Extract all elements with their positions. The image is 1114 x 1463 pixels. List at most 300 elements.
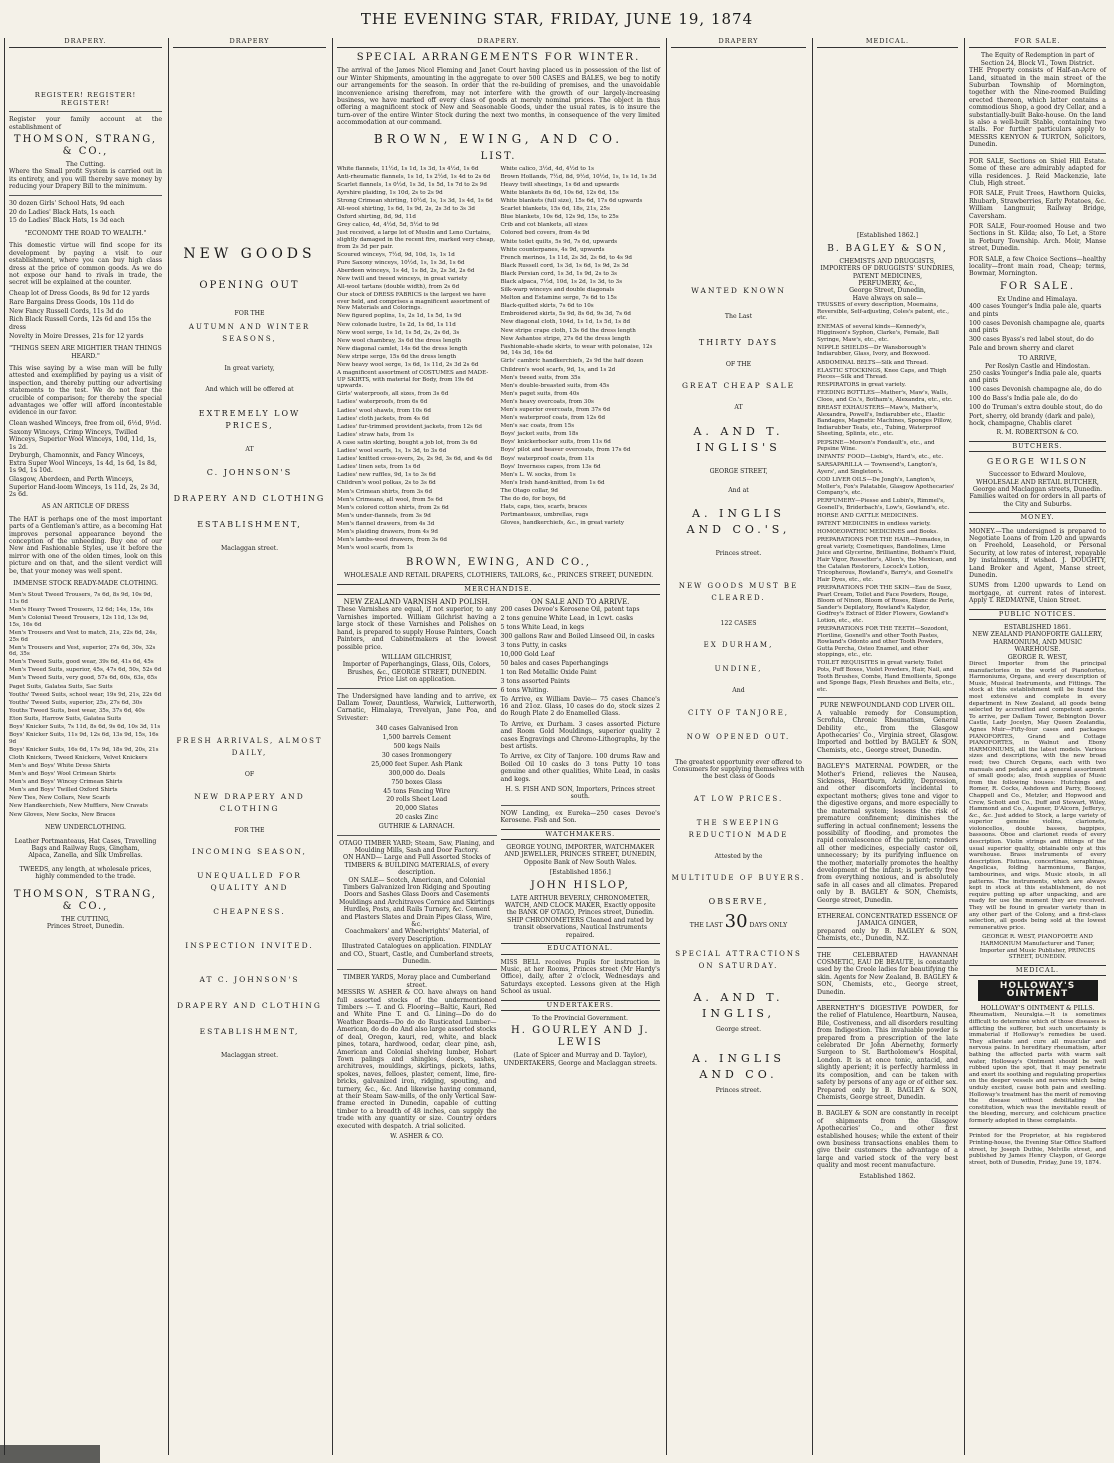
cheapness: CHEAPNESS. [213, 907, 286, 917]
price-list-right [501, 166, 661, 554]
list-item: New diagonal cloth, 104d, 1s 1d, 1s 5d, 1s 8d [500, 319, 631, 326]
wilson-sub: Successor to Edward Moulove, WHOLESALE AND RETAIL BUTCHER, George and Maclaggan streets, Dunedin. [972, 471, 1103, 493]
list-item: White blankets (full size), 15s 6d, 17s 6d upwards [500, 198, 643, 205]
sums-text: SUMS from L200 upwards to Lend on mortgage, at current rates of interest. Apply T. REDMAYNE, Union Street. [969, 582, 1106, 605]
tanjore-text: To Arrive, ex City of Tanjore. 100 drums Raw and Boiled Oil 10 casks do 3 tons Putty 10 tons genuine and other qualities, White Lead, in casks and kegs. [500, 753, 660, 783]
watchmakers-heading: WATCHMAKERS. [501, 829, 661, 840]
list-item: A case satin skirting, bought a job lot, from 3s 6d [337, 439, 478, 446]
establishment-3: DRAPERY AND CLOTHING [177, 1001, 322, 1011]
list-item: All-wool tartans (double width), from 2s 6d [337, 284, 460, 291]
maternal-powder-text: BAGLEY'S MATERNAL POWDER, or the Mother's Friend, relieves the Nausea, Sickness, Heartburn, Acidity, Depression, and other discomforts incidental to expectant mothers; gives tone and vigor to the digestive organs, and more especially to the maternal system; lessens the risk of premature confinement; diminishes the suffering in actual confinement; lessens the possibility of flooding, and promotes the rapid convalescence of the patient; renders all other medicines, especially castor oil, unnecessary; by its purifying influence on the mother, materially promotes the healthy development of the infant; is perfectly free from everything noxious, and is absolutely safe in all cases and all climates. Prepared only by B. BAGLEY & SON, Chemists, George street, Dunedin. [817, 763, 958, 904]
establishment-1: DRAPERY AND CLOTHING [173, 494, 326, 504]
list-item: Boys' pilot and beaver overcoats, from 17s 6d [500, 447, 631, 454]
established-1856: [Established 1856.] [549, 869, 611, 877]
sale-fruit-trees: FOR SALE, Fruit Trees, Hawthorn Quicks, Rhubarb, Strawberries, Early Potatoes, &c. William Langmuir, Railway Bridge, Caversham. [969, 190, 1106, 220]
list-item: Men's heavy overcoats, from 30s [500, 398, 594, 405]
ex-undine: Ex Undine and Himalaya. [997, 295, 1078, 303]
list-item: PREPARATIONS FOR THE TEETH—Sozodont, Floriline, Gosnell's and other Tooth Pastes, Rowland's Odonto and other Tooth Powders, Gutta Percha, Osteo Enamel, and other stoppings, etc., etc. [817, 625, 949, 659]
things-text: This wise saying by a wise man will be fully attested and exemplified by paying us a visit of inspection, and thereby putting our advertising statements to the test. We do not fear the crucible of comparison; for thereby the special advantages we offer will afford incontestable evidence in our favor. [9, 364, 162, 417]
list-item: 5 tons White Lead, in kegs [500, 624, 585, 632]
gourley-text: (Late of Spicer and Murray and D. Taylor), UNDERTAKERS, George and Maclaggan streets. [503, 1052, 657, 1067]
list-item: BREAST EXHAUSTERS—Maw's, Mather's, Alexandra, Powell's, Indiarubber etc., Elastic Bandages, Magnetic Machines, Sponges Pillow, Indiarubber Teats, etc., Tubing, Waterproof Sheeting, Splints, etc., etc. [817, 405, 953, 438]
column-drapery-johnson [168, 38, 330, 1455]
cases-line: 122 CASES [720, 619, 757, 627]
gilchrist-sub: Importer of Paperhangings, Glass, Oils, Colors, Brushes, &c., GEORGE STREET, DUNEDIN. [342, 661, 491, 676]
list-item: PERFUMERY—Piesse and Lubin's, Rimmel's, Gosnell's, Briderbach's, Low's, Gowland's, etc. [817, 498, 950, 511]
list-item: Black Russell cord, 1s 3d, 1s 6d, 1s 9d, 2s 3d [500, 262, 629, 269]
bell-text: MISS BELL receives Pupils for instruction in Music, at her Rooms, Princes street (Mr Hardy's Office), daily, after 2 o'clock, Wednesdays and Saturdays excepted. Lessons given at the High School as usual. [500, 958, 660, 996]
inglis-name-4: A. INGLIS AND CO. [692, 1052, 785, 1082]
to-arrive-sub: Per Roslyn Castle and Hindostan. [984, 362, 1091, 370]
property-text: THE Property consists of Half-an-Acre of Land, situated in the main street of the Suburban Township of Mornington, together with the Nine-roomed Building erected thereon, which latter contains a commodious Shop, a good dry Cellar, and a substantially-built Bake-house. On the land is also a well-built Stable, containing two stalls. For further particulars apply to MESSRS KENYON & TURTON, Solicitors, Dunedin. [969, 67, 1106, 149]
sale-st-kilda: FOR SALE, Four-roomed House and two Sections in St. Kilda; also, To Let, a Store in Forbury Township. Arch. Moir, Manse street, Dunedin. [969, 222, 1106, 253]
sale-sections: FOR SALE, a few Choice Sections—healthy locality—front main road, Cheap; terms, Bowmar, Mornington. [969, 255, 1106, 278]
list-item: Anti-rheumatic flannels, 1s 1d, 1s 2½d, 1s 4d to 2s 6d [337, 173, 491, 180]
list-item: Ladies' fur-trimmed provident jackets, from 12s 6d [337, 423, 482, 430]
list-item: New stripe crape cloth, 13s 6d the dress length [500, 327, 636, 334]
list-item: Boys' Knicker Suits, 16s 6d, 17s 9d, 18s 9d, 20s, 21s [9, 746, 159, 753]
merchandise-grid [337, 599, 660, 1140]
educational-heading: EDUCATIONAL. [501, 943, 661, 954]
things-heading: "THINGS SEEN ARE MIGHTIER THAN THINGS HEARD." [9, 345, 162, 360]
guthrie-name: GUTHRIE & LARNACH. [378, 823, 455, 831]
divider [337, 688, 497, 689]
list-item: Men's and Boys' Twilled Oxford Shirts [9, 787, 118, 794]
list-item: Boys' knickerbocker suits, from 11s 6d [500, 439, 611, 446]
list-item: Boys' Inverness capes, from 13s 6d [500, 463, 601, 470]
list-item: White flannels, 11½d, 1s 1d, 1s 3d, 1s 4½d, 1s 6d [337, 165, 479, 172]
gourley-name: H. GOURLEY AND J. LEWIS [510, 1025, 650, 1049]
at-johnsons: AT C. JOHNSON'S [199, 975, 300, 985]
divider [817, 1000, 958, 1001]
list-item: 1 ton Red Metallic Oxide Paint [500, 668, 597, 676]
list-item: French merinos, 1s 11d, 2s 3d, 2s 6d, to 4s 9d [500, 254, 632, 261]
list-item: New Ashantee stripe, 27s 6d the dress length [500, 335, 631, 342]
list-item: Ladies' linen sets, from 1s 6d [337, 464, 421, 471]
list-item: Eton Suits, Harrow Suits, Galatea Suits [9, 715, 122, 722]
list-item: SARSAPARILLA — Townsend's, Langton's, Ayers', and Singleton's. [817, 462, 938, 475]
list-item: TRUSSES of every description, Moemains, Reversible, Self-adjusting, Coles's patent, etc., etc. [817, 302, 950, 322]
list-item: FEEDING BOTTLES—Mather's, Maw's, Walls, Cloos, and Co.'s, Botham's, Alexandra, etc., etc. [817, 390, 953, 403]
brown-ewing-name-2: BROWN, EWING, AND CO., [406, 557, 591, 569]
divider [817, 1105, 958, 1106]
list-item: ABDOMINAL BELTS—Silk and Thread. [817, 359, 929, 366]
list-item: Rare Bargains Dress Goods, 10s 11d do [9, 298, 134, 306]
ink-smudge [0, 1445, 100, 1463]
list-item: Cloth Knickers, Tweed Knickers, Velvet Knickers [9, 754, 148, 761]
list-item: Boys' jacket suits, from 18s [500, 431, 579, 438]
list-item: New Fancy Russell Cords, 11s 3d do [9, 307, 124, 315]
list-item: Men's Colonial Tweed Trousers, 12s 11d, 13s 9d, 15s, 16s 6d [9, 615, 149, 628]
list-item: PATENT MEDICINES in endless variety. [817, 521, 931, 528]
robertson-name: R. M. ROBERTSON & CO. [996, 429, 1079, 437]
city-of-tanjore: CITY OF TANJORE, [687, 708, 790, 717]
coachmakers: Coachmakers' and Wheelwrights' Material, of every Description. [344, 928, 489, 943]
johnson-name: C. JOHNSON'S [206, 468, 293, 478]
list-item: Port, sherry, old brandy (dark and pale), hock, champagne, Chablis claret [969, 412, 1096, 428]
ginger-text: prepared only by B. BAGLEY & SON, Chemists, etc., Dunedin, N.Z. [817, 927, 958, 943]
list-item: Colored bed covers, from 4s 9d [500, 230, 590, 237]
street-line: George Street, Dunedin, [849, 287, 926, 295]
list-item: New wool serge, 1s 1d, 1s 5d, 2s, 2s 6d, 3s [337, 329, 460, 336]
low-prices: EXTREMELY LOW PRICES, [198, 408, 301, 430]
travel-line: Alpaca, Zanella, and Silk Umbrellas. [28, 852, 143, 860]
of-line: OF [244, 771, 255, 779]
list-item: 30 dozen Girls' School Hats, 9d each [9, 199, 125, 207]
list-item: TOILET REQUISITES in great variety. Toilet Pots, Puff Boxes, Violet Powders, Hair, Nail, and Tooth Brushes, Combs, Hand Emollients, Sponge and Sponge Bags, Flesh Brushes and Belts, etc., etc. [817, 660, 957, 693]
list-item: Crib and cot blankets, all sizes [500, 222, 588, 229]
list-item: Pale and brown sherry and claret [969, 344, 1074, 352]
list-item: Grey calico, 4d, 4½d, 5d, 5½d to 9d [337, 222, 439, 229]
list-item: 45 tons Fencing Wire [383, 787, 451, 795]
list-item: 200 cases Devoe's Kerosene Oil, patent taps [500, 606, 640, 614]
firm-name: THOMSON, STRANG, & CO., [13, 134, 158, 158]
varnish-heading: NEW ZEALAND VARNISH AND POLISH. [343, 598, 490, 607]
established-1862-footer: Established 1862. [859, 1172, 916, 1180]
list-item: ELASTIC STOCKINGS, Knee Caps, and Thigh Pieces—Silk and Thread. [817, 367, 947, 381]
list-item: Youths' Tweed Suits, superior, 25s, 27s 6d, 30s [9, 699, 143, 706]
list-item: HOMOEOPATHIC MEDICINES and Books. [817, 529, 939, 536]
column-drapery-thomson [4, 38, 166, 1455]
for-sale-heading: FOR SALE. [999, 280, 1076, 292]
list-item: Saxony Winceys, Crimp Winceys, Twilled Winceys, Superior Wool Winceys, 10d, 11d, 1s, 1s 2d. [9, 428, 157, 451]
list-item: Hats, caps, ties, scarfs, braces [500, 504, 588, 511]
column-medical-bagley [812, 38, 962, 1455]
variety-line: In great variety, [224, 364, 275, 372]
low-prices: AT LOW PRICES. [693, 794, 784, 803]
west-signature: GEORGE R. WEST, PIANOFORTE AND HARMONIUM Manufacturer and Tuner, Importer and Music Publisher, PRINCES STREET, DUNEDIN. [979, 934, 1096, 961]
undersigned-list [337, 725, 497, 821]
list-item: Scarlet blankets, 15s 6d, 18s, 21s, 25s [500, 206, 610, 213]
divider [817, 758, 958, 759]
list-item: Men's double-breasted suits, from 45s [500, 382, 610, 389]
list-item: Boys' Knicker Suits, 11s 9d, 12s 6d, 13s 9d, 15s, 16s 9d [9, 732, 159, 745]
george-street-2: George street. [715, 1025, 762, 1033]
list-item: 50 bales and cases Paperhangings [500, 659, 609, 667]
list-item: Men's plaiding drawers, from 4s 9d [337, 528, 438, 535]
george-street: GEORGE STREET, [709, 467, 768, 475]
register-title: REGISTER! REGISTER! REGISTER! [34, 91, 137, 107]
list-item: Ladies' knitted cross-overs, 2s, 2s 9d, 3s 6d, and 4s 6d [337, 456, 493, 463]
at-line: AT [734, 404, 743, 412]
list-item: Men's lambs-wool drawers, from 3s 6d [337, 537, 448, 544]
list-item: Just received, a large lot of Muslin and Leno Curtains, slightly damaged in the recent fire, marked very cheap, from 2s 3d per pair. [337, 230, 496, 250]
list-item: Paget Suits, Galatea Suits, Sac Suits [9, 683, 113, 690]
list-item: Men's Tweed Suits, good wear, 39s 6d, 41s 6d, 45s [9, 659, 154, 666]
list-item: Strong Crimean shirting, 10½d, 1s, 1s 3d, 1s 4d, 1s 6d [337, 198, 493, 205]
list-item: 500 kegs Nails [393, 742, 441, 750]
list-item: 20,000 Slates [395, 805, 439, 813]
wines-list-2 [969, 370, 1106, 428]
column-heading: DRAPERY [671, 38, 806, 48]
list-item: 100 cases Devonish champagne ale, do do [969, 386, 1102, 394]
sale-shiel-hill: FOR SALE, Sections on Shiel Hill Estate. Some of these are admirably adapted for villa residences. J. Reid Mackenzie, late Club, High street. [969, 157, 1106, 187]
signature-sub: THE CUTTING, [61, 915, 110, 923]
article-heading: AS AN ARTICLE OF DRESS [41, 503, 130, 511]
list-item: Girls' cambric handkerchiefs, 2s 9d the half dozen [500, 358, 644, 365]
divider [817, 908, 958, 909]
divider [9, 111, 162, 112]
list-heading: LIST. [480, 150, 517, 162]
hislop-text: LATE ARTHUR BEVERLY, CHRONOMETER, WATCH, AND CLOCK MAKER, Exactly opposite the BANK OF OTAGO, Princes street, Dunedin. SHIP CHRONOMETERS Cleaned and rated by transit observations, Nautical Instruments repaired. [504, 894, 656, 939]
wilson-name: GEORGE WILSON [986, 457, 1089, 467]
days-only: DAYS ONLY [749, 922, 788, 930]
list-item: Men's tweed suits, from 35s [500, 374, 581, 381]
holloway-text: Rheumatism, Neuralgia.—It is sometimes difficult to determine which of those diseases is afflicting the sufferer, but such uncertainty is immaterial if Holloway's remedies be used. They alleviate and cure all muscular and nervous pains. In hereditary rheumatism, after bathing the affected parts with warm salt water, Holloway's Ointment should be well rubbed upon the spot, that it may penetrate and exert its soothing and regulating properties on the deeper vessels and nerves which being unduly excited, cause both pain and swelling. Holloway's treatment has the merit of removing the disease without debilitating the constitution, which was the inevitable result of the bleeding, mercury, and colchicum practice formerly adopted in these complaints. [969, 1012, 1106, 1124]
observe: OBSERVE, [708, 897, 769, 907]
list-item: HORSE AND CATTLE MEDICINES. [817, 512, 919, 519]
and-at: And at [728, 487, 749, 495]
list-item: Boys' waterproof coats, from 11s [500, 455, 595, 462]
attested: Attested by the [714, 852, 763, 860]
list-item: New wool chambray, 3s 6d the dress length [337, 337, 462, 344]
list-item: Men's wool scarfs, from 1s [337, 545, 414, 552]
divider [337, 969, 497, 970]
list-item: 300,000 do. Deals [388, 769, 446, 777]
thirty-days: THIRTY DAYS [698, 337, 779, 347]
list-item: Portmanteaux, umbrellas, rugs [500, 512, 589, 519]
list-item: Ladies' straw hats, from 1s [337, 431, 414, 438]
list-item: New colonade lustre, 1s 2d, 1s 6d, 1s 11d [337, 321, 456, 328]
list-item: Ladies' wool scarfs, 1s, 1s 3d, to 3s 6d [337, 448, 447, 455]
wanted-known: WANTED KNOWN [691, 286, 786, 296]
inglis-name: A. AND T. INGLIS'S [693, 424, 784, 454]
list-item: New stripe serge, 15s 6d the dress length [337, 353, 457, 360]
varnish-text: These Varnishes are equal, if not superior, to any Varnishes imported. William Gilchrist having a large stock of these Varnishes and Polishes on hand, is prepared to supply House Painters, Coach Painters, and Cabinetmakers at the lowest possible price. [337, 606, 497, 651]
price-list-left [337, 166, 497, 554]
ex-durham: EX DURHAM, [703, 641, 774, 650]
list-item: 1,500 barrels Cement [382, 734, 451, 742]
list-item: Men's Heavy Tweed Trousers, 12 6d; 14s, 15s, 16s [9, 607, 154, 614]
offered-line: And which will be offered at [205, 386, 294, 394]
list-item: Aberdeen winceys, 1s 4d, 1s 8d, 2s, 2s 3d, 2s 6d [337, 267, 475, 274]
list-item: New figured poplins, 1s, 2s 1d, 1s 5d, 1s 9d [337, 313, 462, 320]
inglis-name-3: A. AND T. INGLIS, [693, 990, 784, 1020]
list-item: 250 casks Younger's India pale ale, quarts and pints [969, 369, 1102, 385]
fish-name: H. S. FISH AND SON, Importers, Princes street south. [505, 786, 656, 801]
list-item: Men's Trousers and Vest to match, 21s, 22s 6d, 24s, 25s 6d [9, 629, 158, 643]
dress-list [9, 290, 162, 340]
ginger-heading: ETHEREAL CONCENTRATED ESSENCE OF JAMAICA GINGER, [817, 912, 958, 928]
days-number: 30 [724, 911, 748, 933]
equity-line: The Equity of Redemption in part of Section 24, Block VI., Town District. [980, 52, 1095, 67]
hats-list [9, 200, 162, 225]
list-item: Ayrshire plaiding, 1s 10d, 2s to 2s 9d [337, 189, 443, 196]
families-line: Families waited on for orders in all parts of the City and Suburbs. [969, 493, 1106, 508]
undersigned-text: The Undersigned have landing and to arrive, ex Dallam Tower, Dauntless, Warwick, Lutterworth, Carnatic, Himalaya, Trevelyan, Jane Poa, and Svivester: [337, 692, 497, 722]
list-item: Men's superior overcoats, from 37s 6d [500, 406, 611, 413]
list-item: PREPARATIONS FOR THE SKIN—Eau de Suez, Pearl Cream, Toilet and Face Powders, Rouge, Bloom of Ninon, Bloom of Roses, Blanc de Perle, Sander's Depilatory, Rowland's Kalydor, Godfrey's Extract of Elder Flowers, Gowland's Lotion, etc., etc. [817, 584, 955, 624]
list-item: Scarlet flannels, 1s 0½d, 1s 3d, 1s 5d, 1s 7d to 2s 9d [337, 181, 487, 188]
list-item: Men's paget suits, from 40s [500, 390, 580, 397]
have-always: Have always on sale— [852, 294, 923, 302]
list-item: The do do, for boys, 6d [500, 496, 566, 502]
economy-heading: "ECONOMY THE ROAD TO WEALTH." [24, 229, 147, 237]
to-arrive: TO ARRIVE, [1018, 355, 1057, 363]
fresh-arrivals: FRESH ARRIVALS, ALMOST DAILY, [176, 737, 323, 758]
last-30-days [671, 911, 806, 933]
princes-street: Princes street. [715, 550, 762, 558]
at-line: AT [245, 445, 254, 453]
divider [817, 697, 958, 698]
price-list-note: Price List on application. [377, 676, 456, 684]
list-item: 100 cases Devonish champagne ale, quarts and pints [969, 319, 1105, 334]
onsale2-list [501, 606, 661, 694]
holloway-heading: HOLLOWAY'S OINTMENT & PILLS. [980, 1004, 1095, 1012]
otago-heading: OTAGO TIMBER YARD; Steam, Saw, Planing, and Moulding Mills, Sash and Door Factory. [339, 839, 495, 854]
list-item: 100 do Bass's India pale ale, do do [969, 395, 1078, 403]
list-item: Children's wool polkas, 2s to 3s 6d [337, 480, 436, 487]
list-item: Girls' waterproofs, all sizes, from 3s 6d [337, 391, 449, 398]
asher-name: W. ASHER & CO. [390, 1132, 444, 1140]
list-item: Men's Trousers and Vest, superior, 27s 6d, 30s, 32s 6d, 35s [9, 644, 156, 658]
register-intro: Register your family account at the establishment of [9, 116, 162, 131]
list-item: A magnificent assortment of COSTUMES and MADE-UP SKIRTS, with material for Body, from 19s 6d upwards. [337, 370, 489, 390]
new-goods-cleared: NEW GOODS MUST BE CLEARED. [678, 581, 799, 602]
merchandise-heading: MERCHANDISE. [337, 584, 660, 595]
printers-imprint: Printed for the Proprietor, at his registered Printing-house, the Evening Star Office Stafford street, by Joseph Duthie, Melville street, and published by James Henry Claypon, of George street, both of Dunedin, Friday, June 19, 1874. [969, 1133, 1106, 1166]
list-item: New heavy wool serge, 1s 6d, 1s 11d, 2s 3d 2s 6d [337, 362, 479, 368]
list-item: New Gloves, New Socks, New Braces [9, 811, 116, 818]
list-item: Cheap lot of Dress Goods, 8s 9d for 12 yards [9, 289, 150, 297]
list-item: Ladies' wool shawls, from 10s 6d [337, 407, 431, 414]
durham-text: To Arrive, ex Durham. 3 cases assorted Picture and Room Gold Mouldings, superior quality 2 cases Engravings and Chromo-Lithographs, by the best artists. [500, 720, 660, 750]
holloway-badge: HOLLOWAY'S OINTMENT [978, 980, 1098, 1001]
young-text: GEORGE YOUNG, IMPORTER, WATCHMAKER AND JEWELLER, PRINCES STREET, DUNEDIN, Opposite Bank of New South Wales. [504, 844, 657, 866]
greatest-text: The greatest opportunity ever offered to Consumers for supplying themselves with the best class of Goods [672, 758, 805, 781]
special-attractions: SPECIAL ATTRACTIONS ON SATURDAY. [675, 949, 802, 970]
list-item: Pure Saxony winceys, 10½d, 1s, 1s 3d, 1s 6d [337, 259, 465, 266]
money-text: MONEY.—The undersigned is prepared to Negotiate Loans of from L20 and upwards on Freehold, Leasehold, or Personal Security, at low rates of interest, repayable by instalments, if wished. J. DOUGHTY, Land Broker and Agent, Manse street, Dunedin. [969, 527, 1106, 579]
list-item: Men's Tweed Suits, very good, 57s 6d, 60s, 63s, 65s [9, 675, 158, 682]
now-landing: NOW Landing, ex Eureka—250 cases Devoe's Kerosene. Fish and Son. [500, 809, 660, 825]
divider [501, 805, 661, 806]
the-last: The Last [724, 313, 753, 321]
list-item: Men's sac coats, from 15s [500, 423, 575, 430]
list-item: White counterpanes, 4s 9d, upwards [500, 246, 605, 253]
receipt-text: B. BAGLEY & SON are constantly in receipt of shipments from the Glasgow Apothecaries' Co., and other first established houses; while the extent of their own business transactions enables them to give their customers the advantage of a large and varied stock of the very best quality and most recent manufacture. [817, 1110, 958, 1170]
list-item: 3 tons assorted Paints [500, 677, 570, 685]
butchers-heading: BUTCHERS. [969, 441, 1106, 452]
clothing-list [9, 592, 162, 818]
established-1861: ESTABLISHED 1861. [1004, 624, 1071, 631]
establishment-2: ESTABLISHMENT, [197, 520, 302, 530]
list-item: 20 rolls Sheet Lead [386, 796, 448, 804]
list-item: Men's L. W. socks, from 1s [500, 471, 576, 478]
list-item: Men's and Boys' White Dress Shirts [9, 763, 111, 769]
masthead: THE EVENING STAR, FRIDAY, JUNE 19, 1874 [360, 10, 754, 28]
list-item: Brown Hollands, 7½d, 8d, 9½d, 10½d, 1s, 1s 1d, 1s 3d [500, 173, 657, 180]
chemists-line: CHEMISTS AND DRUGGISTS, [839, 257, 936, 265]
list-item: Men's Irish hand-knitted, from 1s 6d [500, 479, 605, 486]
princes-street-2: Princes street. [715, 1087, 762, 1095]
list-item: 20 casks Zinc [395, 814, 439, 822]
list-item: New twill and tweed winceys, in great variety [337, 275, 468, 282]
wines-list [969, 303, 1106, 352]
importers-line: IMPORTERS OF DRUGGISTS' SUNDRIES, PATENT MEDICINES, [820, 265, 955, 280]
list-item: Black-quilted skirts, 7s 6d to 10s [500, 303, 594, 310]
list-item: Dryburgh, Chamonnix, and Fancy Winceys, Extra Super Wool Winceys, 1s 4d, 1s 6d, 1s 8d, 1s 9d, 1s 10d. [9, 452, 157, 475]
list-item: Men's under-flannels, from 3s 9d [337, 512, 431, 519]
underclothing-heading: NEW UNDERCLOTHING. [44, 824, 126, 832]
list-item: 750 boxes Glass [391, 778, 443, 786]
gourley-sub: To the Provincial Government. [532, 1014, 629, 1022]
list-item: Men's Crimeans, all wool, from 5s 6d [337, 496, 443, 503]
list-item: 20 do Ladies' Black Hats, 1s each [9, 208, 115, 216]
list-item: All-wool shirting, 1s 6d, 1s 9d, 2s, 2s 3d to 3s 3d [337, 206, 475, 213]
list-item: Melton and Estamine serge, 7s 6d to 15s [500, 295, 617, 302]
season-line: AUTUMN AND WINTER SEASONS, [188, 322, 311, 343]
new-goods-heading: NEW GOODS [183, 246, 316, 263]
firm-sub: The Cutting. [65, 161, 106, 169]
list-item: Ladies' new ruffles, 9d, 1s to 3s 6d [337, 472, 436, 479]
sweeping: THE SWEEPING REDUCTION MADE [688, 818, 789, 839]
special-heading: SPECIAL ARRANGEMENTS FOR WINTER. [356, 52, 641, 64]
great-cheap-sale: GREAT CHEAP SALE [681, 381, 796, 391]
list-item: 400 cases Younger's India pale ale, quarts and pints [969, 303, 1102, 318]
on-sale: ON SALE— Scotch, American, and Colonial Timbers Galvanized Iron Ridging and Spouting Doors and Sashes Glass Doors and Casements Mouldings and Architraves Cornice and Skirtings Hurdles, Posts, and Rails Turnery, &c. Cement and Plasters Slates and Drain Pipes Glass, Wire, &c. [338, 876, 495, 928]
for-the-2: FOR THE [234, 826, 265, 834]
list-item: New diagonal camlet, 14s 6d the dress length [337, 345, 468, 352]
list-item: Men's waterproof coats, from 12s 6d [500, 415, 606, 422]
list-item: 10,000 Gold Leaf [500, 651, 555, 658]
merch-right [501, 599, 661, 1140]
abernethy-text: ABERNETHY'S DIGESTIVE POWDER, for the relief of Flatulence, Heartburn, Nausea, Bile, Costiveness, and all disorders resulting from Indigestion. This invaluable powder is prepared from a prescription of the late celebrated Dr John Abernethy, formerly Surgeon to St. Bartholomew's Hospital, London. It is at once tonic, antacid, and slightly aperient; it is perfectly harmless in its composition, and can be taken with safety by persons of any age or of either sex. Prepared only by B. BAGLEY & SON, Chemists, George street, Dunedin. [817, 1005, 958, 1101]
perfumery-line: PERFUMERY, &c., [858, 280, 917, 288]
list-item: Blue blankets, 10s 6d, 12s 9d, 15s, to 25s [500, 214, 619, 221]
special-text: The arrival of the James Nicol Fleming and Janet Court having placed us in possession of the list of our Winter Shipments, amounting in the aggregate to over 500 CASES and BALES, we beg to notify our arrangements for the season. In order that the re-building of premises, and the unavoidable inconvenience arising therefrom, may not interfere with the growth of our largely-increasing business, we have marked off every class of goods at merely nominal prices. The object in thus offering a magnificent stock of New and Seasonable Goods, under the usual rates, is to insure the turn-over of the entire Winter Stock during the next two months, in consequence of the very limited accommodation at our command. [337, 67, 660, 127]
undine: UNDINE, [714, 665, 763, 674]
now-opened: NOW OPENED OUT. [686, 732, 791, 741]
bagley-name: B. BAGLEY & SON, [827, 243, 948, 254]
divider [817, 947, 958, 948]
list-item: Scoured winceys, 7½d, 9d, 10d, 1s, 1s 1d [337, 251, 455, 258]
davie-text: To Arrive, ex William Davie— 75 cases Chance's 16 and 21oz. Glass, 10 cases do do, stock sizes 2 do Rough Plate 2 do Enamelled Glass. [500, 695, 660, 718]
column-heading: MEDICAL. [817, 38, 958, 48]
list-item: The Otago collar, 9d [500, 487, 558, 494]
list-item: 6 tons Whiting. [500, 686, 549, 694]
list-item: ENEMAS of several kinds—Kennedy's, Higginson's Syphon, Clarke's, Female, Ball Syringe, Maw's, etc., etc. [817, 323, 939, 343]
divider [9, 195, 162, 196]
incoming-season: INCOMING SEASON, [192, 847, 307, 857]
on-hand: ON HAND— Large and Full Assorted Stocks of TIMBERS & BUILDING MATERIALS, of every description. [343, 854, 491, 877]
list-item: NIPPLE SHIELDS—Dr Wansborough's Indiarubber, Glass, Ivory, and Boxwood. [817, 344, 930, 358]
money-heading: MONEY. [969, 512, 1106, 523]
list-item: 340 cases Galvanised Iron [375, 725, 459, 733]
list-item: Men's colored cotton shirts, from 2s 6d [337, 504, 449, 511]
onsale2-heading: ON SALE AND TO ARRIVE. [531, 598, 630, 607]
divider [969, 1128, 1106, 1129]
list-item: Embroidered skirts, 5s 9d, 8s 6d, 9s 3d, 7s 6d [500, 311, 631, 318]
list-item: Our stock of DRESS FABRICS is the largest we have ever held, and comprises a magnificent assortment of New Materials and Colorings. [337, 292, 490, 312]
list-item: Heavy twill sheetings, 1s 6d and upwards [500, 181, 619, 188]
immense-heading: IMMENSE STOCK READY-MADE CLOTHING. [13, 580, 158, 588]
list-item: White blankets 8s 6d, 10s 6d, 12s 6d, 15s [500, 189, 619, 196]
signature-firm: THOMSON, STRANG, & CO., [13, 888, 158, 912]
piano-heading: NEW ZEALAND PIANOFORTE GALLERY, HARMONIUM, AND MUSIC WAREHOUSE. [972, 631, 1103, 654]
the-last-label: THE LAST [689, 922, 723, 930]
list-item: Children's wool scarfs, 9d, 1s, and 1s 2d [500, 366, 616, 373]
list-item: 3 tons Putty, in casks [500, 642, 567, 650]
list-item: Men's and Boys' Wincey Crimean Shirts [9, 779, 123, 786]
tweeds-line: TWEEDS, any length, at wholesale prices, highly commended to the trade. [19, 865, 152, 881]
wholesale-line: WHOLESALE AND RETAIL DRAPERS, CLOTHIERS, TAILORS, &c., PRINCES STREET, DUNEDIN. [343, 572, 654, 580]
established-1862: [Established 1862.] [856, 232, 919, 240]
list-item: Men's Crimean shirts, from 3s 6d [337, 488, 433, 495]
list-item: Men's and Boys' Wool Crimean Shirts [9, 771, 116, 778]
list-item: Silk-warp winceys and double diagonals [500, 287, 615, 294]
catalogues: Illustrated Catalogues on application. FINDLAY and CO., Stuart, Castle, and Cumberland streets, Dunedin. [339, 943, 494, 966]
